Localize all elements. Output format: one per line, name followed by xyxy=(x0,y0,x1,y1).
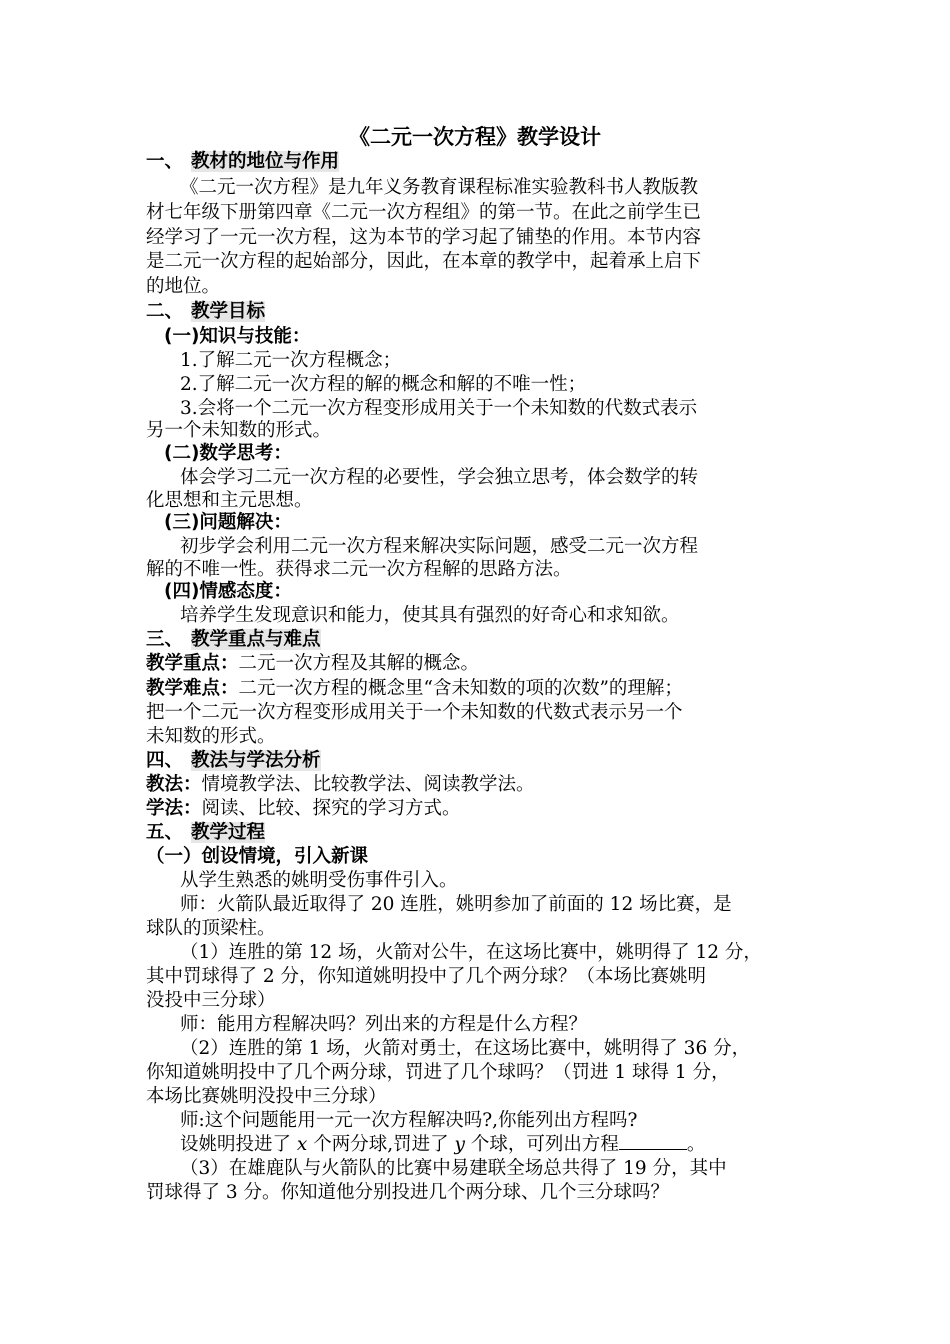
paragraph-line: 经学习了一元一次方程，这为本节的学习起了铺垫的作用。本节内容 xyxy=(146,227,702,248)
list-item: 另一个未知数的形式。 xyxy=(146,420,332,441)
learning-method-line xyxy=(146,797,461,821)
paragraph-line: 的地位。 xyxy=(146,276,221,297)
subheading-problem-solving: (三)问题解决： xyxy=(164,512,292,533)
equation-text-3: 个球，可列出方程 xyxy=(464,1134,619,1155)
paragraph-line: 师：火箭队最近取得了 20 连胜，姚明参加了前面的 12 场比赛，是 xyxy=(180,894,732,915)
section-title: 教学目标 xyxy=(191,301,266,322)
section-heading-1 xyxy=(146,150,339,174)
paragraph-line: 没投中三分球） xyxy=(146,990,276,1011)
section-number: 二、 xyxy=(146,301,184,322)
paragraph-line: 从学生熟悉的姚明受伤事件引入。 xyxy=(180,870,458,891)
equation-text-2: 个两分球,罚进了 xyxy=(307,1134,455,1155)
answer-blank xyxy=(619,1133,687,1150)
section-heading-3 xyxy=(146,628,321,652)
variable-x: x xyxy=(296,1134,308,1155)
subheading-thinking: (二)数学思考： xyxy=(164,443,292,464)
paragraph-line: 罚球得了 3 分。你知道他分别投进几个两分球、几个三分球吗？ xyxy=(146,1182,670,1203)
focus-text: 二元一次方程及其解的概念。 xyxy=(238,653,480,674)
variable-y: y xyxy=(454,1134,465,1155)
paragraph-line: （2）连胜的第 1 场，火箭对勇士，在这场比赛中，姚明得了 36 分， xyxy=(180,1038,751,1059)
paragraph-line: 材七年级下册第四章《二元一次方程组》的第一节。在此之前学生已 xyxy=(146,202,702,223)
teaching-method-line xyxy=(146,773,535,797)
section-number: 四、 xyxy=(146,750,184,771)
subheading-create-situation: （一）创设情境，引入新课 xyxy=(146,846,369,867)
section-title: 教法与学法分析 xyxy=(191,750,321,771)
list-item: 1.了解二元一次方程概念； xyxy=(180,350,402,371)
section-number: 三、 xyxy=(146,629,184,650)
document-title: 《二元一次方程》教学设计 xyxy=(349,125,601,149)
paragraph-line: 是二元一次方程的起始部分，因此，在本章的教学中，起着承上启下 xyxy=(146,251,702,272)
section-title: 教材的地位与作用 xyxy=(191,151,340,172)
equation-line xyxy=(180,1133,705,1157)
paragraph-line: 其中罚球得了 2 分，你知道姚明投中了几个两分球？（本场比赛姚明 xyxy=(146,966,707,987)
subheading-attitude: (四)情感态度： xyxy=(164,581,292,602)
section-title: 教学重点与难点 xyxy=(191,629,321,650)
focus-line xyxy=(146,652,479,676)
paragraph-line: （1）连胜的第 12 场，火箭对公牛，在这场比赛中，姚明得了 12 分， xyxy=(180,942,762,963)
teaching-method-label: 教法： xyxy=(146,774,202,795)
paragraph-line: 球队的顶梁柱。 xyxy=(146,918,276,939)
section-title: 教学过程 xyxy=(191,822,266,843)
paragraph-line: 培养学生发现意识和能力，使其具有强烈的好奇心和求知欲。 xyxy=(180,605,680,626)
paragraph-line: 本场比赛姚明没投中三分球） xyxy=(146,1086,387,1107)
paragraph-line: 初步学会利用二元一次方程来解决实际问题，感受二元一次方程 xyxy=(180,536,699,557)
difficulty-text: 二元一次方程的概念里“含未知数的项的次数”的理解； xyxy=(238,678,683,699)
difficulty-line xyxy=(146,677,683,701)
learning-method-text: 阅读、比较、探究的学习方式。 xyxy=(201,798,461,819)
paragraph-line: 师:这个问题能用一元一次方程解决吗?,你能列出方程吗? xyxy=(180,1110,638,1131)
list-item: 2.了解二元一次方程的解的概念和解的不唯一性； xyxy=(180,374,587,395)
section-heading-4 xyxy=(146,749,321,773)
paragraph-line: 解的不唯一性。获得求二元一次方程解的思路方法。 xyxy=(146,559,572,580)
equation-text-4: 。 xyxy=(686,1134,706,1155)
section-number: 五、 xyxy=(146,822,184,843)
paragraph-line: 把一个二元一次方程变形成用关于一个未知数的代数式表示另一个 xyxy=(146,702,683,723)
paragraph-line: 体会学习二元一次方程的必要性，学会独立思考，体会数学的转 xyxy=(180,467,699,488)
paragraph-line: 未知数的形式。 xyxy=(146,726,276,747)
paragraph-line: 化思想和主元思想。 xyxy=(146,490,313,511)
teaching-method-text: 情境教学法、比较教学法、阅读教学法。 xyxy=(201,774,535,795)
learning-method-label: 学法： xyxy=(146,798,202,819)
paragraph-line: （3）在雄鹿队与火箭队的比赛中易建联全场总共得了 19 分，其中 xyxy=(180,1158,727,1179)
subheading-knowledge: (一)知识与技能： xyxy=(164,326,311,347)
section-number: 一、 xyxy=(146,151,184,172)
paragraph-line: 师：能用方程解决吗？列出来的方程是什么方程？ xyxy=(180,1014,588,1035)
paragraph-line: 你知道姚明投中了几个两分球，罚进了几个球吗？（罚进 1 球得 1 分， xyxy=(146,1062,730,1083)
paragraph-line: 《二元一次方程》是九年义务教育课程标准实验教科书人教版教 xyxy=(180,177,699,198)
difficulty-label: 教学难点： xyxy=(146,678,239,699)
section-heading-2 xyxy=(146,300,265,324)
equation-text-1: 设姚明投进了 xyxy=(180,1134,297,1155)
section-heading-5 xyxy=(146,821,265,845)
list-item: 3.会将一个二元一次方程变形成用关于一个未知数的代数式表示 xyxy=(180,398,698,419)
focus-label: 教学重点： xyxy=(146,653,239,674)
